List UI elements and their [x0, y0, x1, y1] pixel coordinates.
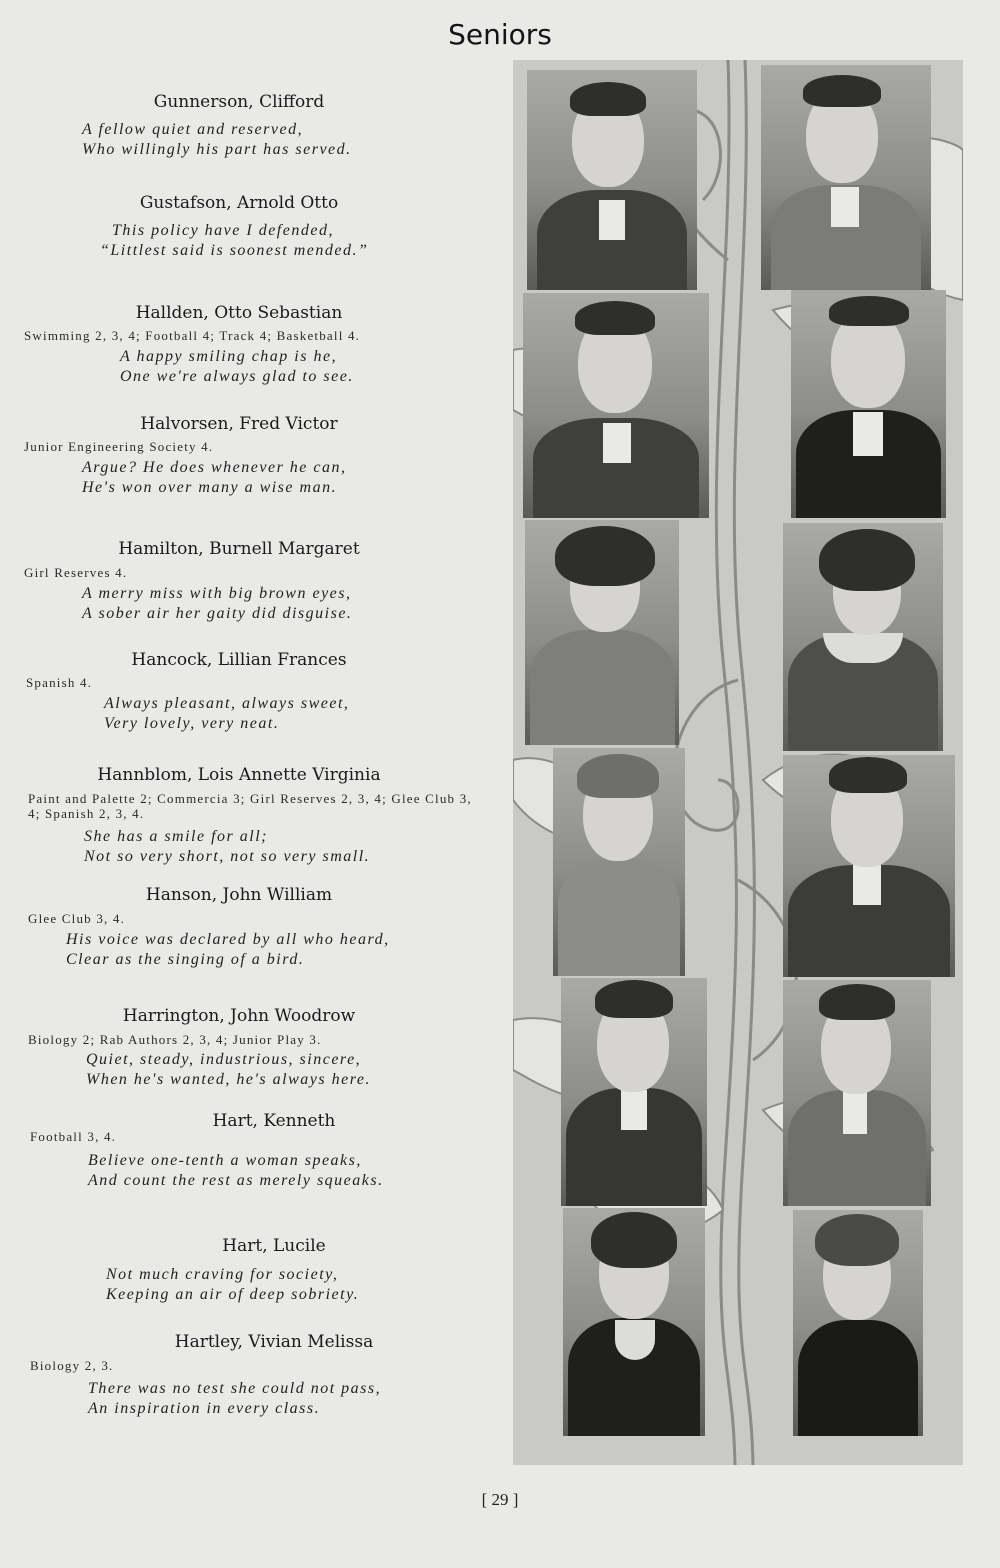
portrait-photo: [523, 293, 709, 518]
verse-line: There was no test she could not pass,: [88, 1380, 382, 1397]
senior-activities: Football 3, 4.: [30, 1129, 117, 1144]
senior-name: Hart, Kenneth: [212, 1111, 336, 1131]
senior-activities: Spanish 4.: [26, 675, 93, 690]
senior-verse: [24, 1265, 484, 1305]
senior-verse: [24, 1151, 484, 1191]
senior-entry: [24, 765, 484, 867]
senior-activities: Paint and Palette 2; Commercia 3; Girl Reserves 2, 3, 4; Glee Club 3, 4; Spanish 2, 3, 4.: [28, 791, 472, 821]
senior-name: Hartley, Vivian Melissa: [174, 1332, 374, 1352]
senior-entry: [24, 1236, 484, 1305]
senior-entry: [24, 1332, 484, 1419]
senior-entry: [24, 650, 484, 734]
verse-line: A fellow quiet and reserved,: [82, 121, 304, 138]
senior-entry: [24, 885, 484, 970]
senior-name: Harrington, John Woodrow: [122, 1006, 356, 1026]
verse-line: Who willingly his part has served.: [82, 141, 352, 158]
senior-verse: [24, 120, 484, 160]
senior-activities: Junior Engineering Society 4.: [24, 439, 214, 454]
senior-activities: Glee Club 3, 4.: [28, 911, 126, 926]
verse-line: Always pleasant, always sweet,: [104, 695, 350, 712]
senior-entry: [24, 92, 484, 160]
portrait-photo: [783, 523, 943, 751]
senior-activities: Swimming 2, 3, 4; Football 4; Track 4; Basketball 4.: [24, 328, 361, 343]
verse-line: A sober air her gaity did disguise.: [82, 605, 353, 622]
verse-line: Quiet, steady, industrious, sincere,: [86, 1051, 362, 1068]
senior-name: Halvorsen, Fred Victor: [140, 414, 338, 434]
verse-line: This policy have I defended,: [112, 222, 334, 239]
senior-verse: [24, 827, 484, 867]
senior-name: Gunnerson, Clifford: [153, 92, 325, 112]
verse-line: His voice was declared by all who heard,: [66, 931, 390, 948]
verse-line: “Littlest said is soonest mended.”: [100, 242, 369, 259]
verse-line: He's won over many a wise man.: [82, 479, 338, 496]
senior-verse: [24, 1379, 484, 1419]
verse-line: Not so very short, not so very small.: [84, 848, 371, 865]
portrait-photo: [783, 980, 931, 1206]
senior-name: Hallden, Otto Sebastian: [135, 303, 343, 323]
verse-line: Very lovely, very neat.: [104, 715, 280, 732]
senior-entry: [24, 539, 484, 624]
senior-name: Gustafson, Arnold Otto: [139, 193, 339, 213]
senior-verse: [24, 584, 484, 624]
portrait-photo: [561, 978, 707, 1206]
senior-verse: [24, 347, 484, 387]
senior-name: Hancock, Lillian Frances: [131, 650, 347, 670]
senior-verse: [24, 930, 484, 970]
senior-name: Hanson, John William: [145, 885, 333, 905]
senior-verse: [24, 1050, 484, 1090]
portrait-photo: [783, 755, 955, 977]
verse-line: Keeping an air of deep sobriety.: [106, 1286, 360, 1303]
senior-entry: [24, 303, 484, 387]
portrait-panel: [513, 60, 963, 1465]
portrait-photo: [793, 1210, 923, 1436]
senior-verse: [24, 221, 484, 261]
senior-activities: Girl Reserves 4.: [24, 565, 128, 580]
verse-line: Believe one-tenth a woman speaks,: [88, 1152, 362, 1169]
portrait-photo: [761, 65, 931, 290]
senior-entry: [24, 1111, 484, 1191]
verse-line: Clear as the singing of a bird.: [66, 951, 305, 968]
portrait-photo: [525, 520, 679, 745]
verse-line: When he's wanted, he's always here.: [86, 1071, 371, 1088]
verse-line: One we're always glad to see.: [120, 368, 354, 385]
verse-line: She has a smile for all;: [84, 828, 268, 845]
verse-line: Not much craving for society,: [106, 1266, 339, 1283]
senior-verse: [24, 458, 484, 498]
verse-line: A merry miss with big brown eyes,: [82, 585, 352, 602]
senior-activities: Biology 2; Rab Authors 2, 3, 4; Junior Play 3.: [28, 1032, 322, 1047]
senior-name: Hannblom, Lois Annette Virginia: [97, 765, 381, 785]
senior-activities: Biology 2, 3.: [30, 1358, 114, 1373]
portrait-photo: [553, 748, 685, 976]
page-title: Seniors: [448, 18, 552, 51]
portrait-photo: [527, 70, 697, 290]
senior-name: Hart, Lucile: [222, 1236, 326, 1256]
verse-line: And count the rest as merely squeaks.: [88, 1172, 384, 1189]
senior-entry: [24, 193, 484, 261]
verse-line: A happy smiling chap is he,: [120, 348, 338, 365]
senior-verse: [24, 694, 484, 734]
portrait-photo: [563, 1208, 705, 1436]
page-number: [ 29 ]: [481, 1490, 519, 1509]
senior-name: Hamilton, Burnell Margaret: [118, 539, 360, 559]
senior-entry: [24, 414, 484, 498]
portrait-photo: [791, 290, 946, 518]
senior-entry: [24, 1006, 484, 1090]
verse-line: An inspiration in every class.: [88, 1400, 321, 1417]
verse-line: Argue? He does whenever he can,: [82, 459, 347, 476]
